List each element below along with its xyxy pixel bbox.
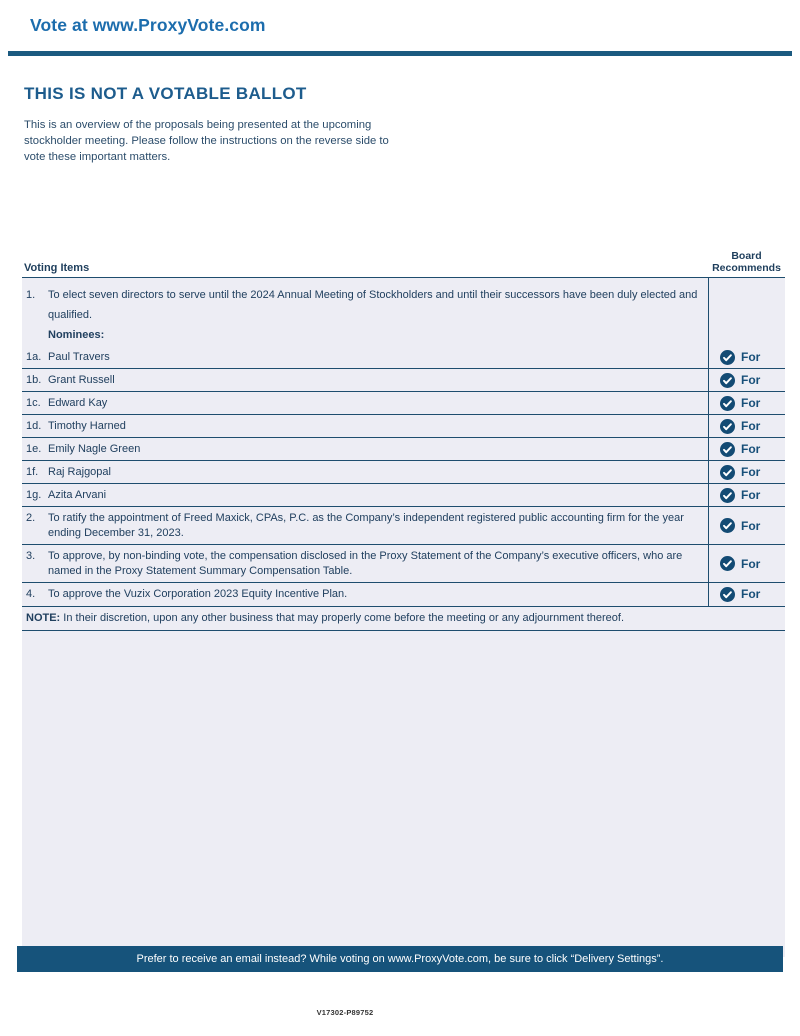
- check-circle-icon: [720, 465, 735, 480]
- row-number: 1d.: [26, 420, 42, 432]
- board-recommendation: [708, 346, 785, 368]
- check-circle-icon: [720, 488, 735, 503]
- check-circle-icon: [720, 442, 735, 457]
- row-number: 2.: [26, 512, 36, 524]
- board-recommends-header: [708, 251, 785, 274]
- recommendation-label: For: [741, 396, 761, 410]
- table-row-nominee: [22, 438, 785, 461]
- intro-paragraph: This is an overview of the proposals being presented at the upcoming stockholder meeting. Please follow the instructions on the reverse side to vote these important matters.: [24, 119, 389, 163]
- header-divider: [8, 51, 792, 56]
- row-number: 1g.: [26, 489, 42, 501]
- table-row-proposal: [22, 545, 785, 583]
- check-circle-icon: [720, 556, 735, 571]
- check-circle-icon: [720, 396, 735, 411]
- blank-table-area: [22, 631, 785, 957]
- not-votable-heading: THIS IS NOT A VOTABLE BALLOT: [24, 84, 307, 103]
- note-text: In their discretion, upon any other business that may properly come before the meeting or any adjournment thereof.: [60, 611, 624, 624]
- row-number: 1c.: [26, 397, 41, 409]
- board-recommendation: [708, 461, 785, 483]
- board-recommendation: [708, 507, 785, 544]
- vote-url-title: Vote at www.ProxyVote.com: [30, 15, 266, 35]
- row-number: 1.: [26, 289, 36, 301]
- voting-items-table: [22, 277, 785, 957]
- nominee-rows-group: [22, 346, 785, 507]
- proposal-text: To approve, by non-binding vote, the compensation disclosed in the Proxy Statement of the Company’s executive officers, who are named in the Proxy Statement Summary Compensation Table.: [48, 550, 683, 577]
- row-number: 1b.: [26, 374, 42, 386]
- table-row-proposal: [22, 507, 785, 545]
- recommendation-label: For: [741, 465, 761, 479]
- recommendation-label: For: [741, 488, 761, 502]
- recommendation-label: For: [741, 556, 761, 571]
- email-banner-text: Prefer to receive an email instead? While voting on www.ProxyVote.com, be sure to click “Delivery Settings”.: [136, 953, 664, 965]
- row-number: 1e.: [26, 443, 42, 455]
- nominee-name: Azita Arvani: [48, 489, 107, 501]
- proposal-text: To approve the Vuzix Corporation 2023 Equity Incentive Plan.: [48, 588, 348, 600]
- proposal-rows-group: [22, 507, 785, 607]
- table-column-headers: [22, 248, 785, 277]
- board-recommendation: [708, 545, 785, 582]
- proposal-text: To elect seven directors to serve until the 2024 Annual Meeting of Stockholders and until their successors have been duly elected and qualified.: [48, 289, 698, 321]
- nominee-name: Edward Kay: [48, 397, 108, 409]
- board-recommendation: [708, 583, 785, 606]
- row-number: 3.: [26, 550, 36, 562]
- check-circle-icon: [720, 373, 735, 388]
- recommendation-label: For: [741, 442, 761, 456]
- nominee-name: Grant Russell: [48, 374, 115, 386]
- table-row-nominee: [22, 392, 785, 415]
- proposal-text: To ratify the appointment of Freed Maxick, CPAs, P.C. as the Company’s independent registered public accounting firm for the year ending December 31, 2023.: [48, 512, 684, 539]
- table-row-nominee: [22, 461, 785, 484]
- recommendation-label: For: [741, 419, 761, 433]
- voting-items-header: Voting Items: [24, 262, 90, 274]
- board-recommends-line1: Board: [731, 250, 762, 262]
- row-number: 4.: [26, 588, 36, 600]
- recommendation-label: For: [741, 587, 761, 602]
- row-number: 1a.: [26, 351, 42, 363]
- voting-items-section: [22, 248, 785, 957]
- check-circle-icon: [720, 587, 735, 602]
- board-recommendation: [708, 484, 785, 506]
- email-banner: [17, 946, 783, 972]
- table-row-nominee: [22, 415, 785, 438]
- board-recommendation: [708, 415, 785, 437]
- table-row-nominee: [22, 369, 785, 392]
- board-recommendation: [708, 392, 785, 414]
- nominee-name: Timothy Harned: [48, 420, 126, 432]
- recommendation-label: For: [741, 518, 761, 533]
- nominees-label: Nominees:: [48, 329, 105, 341]
- recommendation-label: For: [741, 350, 761, 364]
- board-recommendation-empty: [708, 278, 785, 346]
- check-circle-icon: [720, 518, 735, 533]
- nominee-name: Emily Nagle Green: [48, 443, 141, 455]
- board-recommendation: [708, 438, 785, 460]
- document-code: V17302-P89752: [316, 1008, 374, 1017]
- check-circle-icon: [720, 419, 735, 434]
- note-row: [22, 607, 785, 631]
- table-row-nominee: [22, 484, 785, 507]
- board-recommendation: [708, 369, 785, 391]
- nominee-name: Paul Travers: [48, 351, 110, 363]
- table-row-proposal: [22, 583, 785, 607]
- note-label: NOTE:: [26, 611, 61, 624]
- table-row-proposal-1: [22, 278, 785, 346]
- check-circle-icon: [720, 350, 735, 365]
- recommendation-label: For: [741, 373, 761, 387]
- table-row-nominee: [22, 346, 785, 369]
- nominee-name: Raj Rajgopal: [48, 466, 111, 478]
- board-recommends-line2: Recommends: [712, 261, 781, 274]
- row-number: 1f.: [26, 466, 39, 478]
